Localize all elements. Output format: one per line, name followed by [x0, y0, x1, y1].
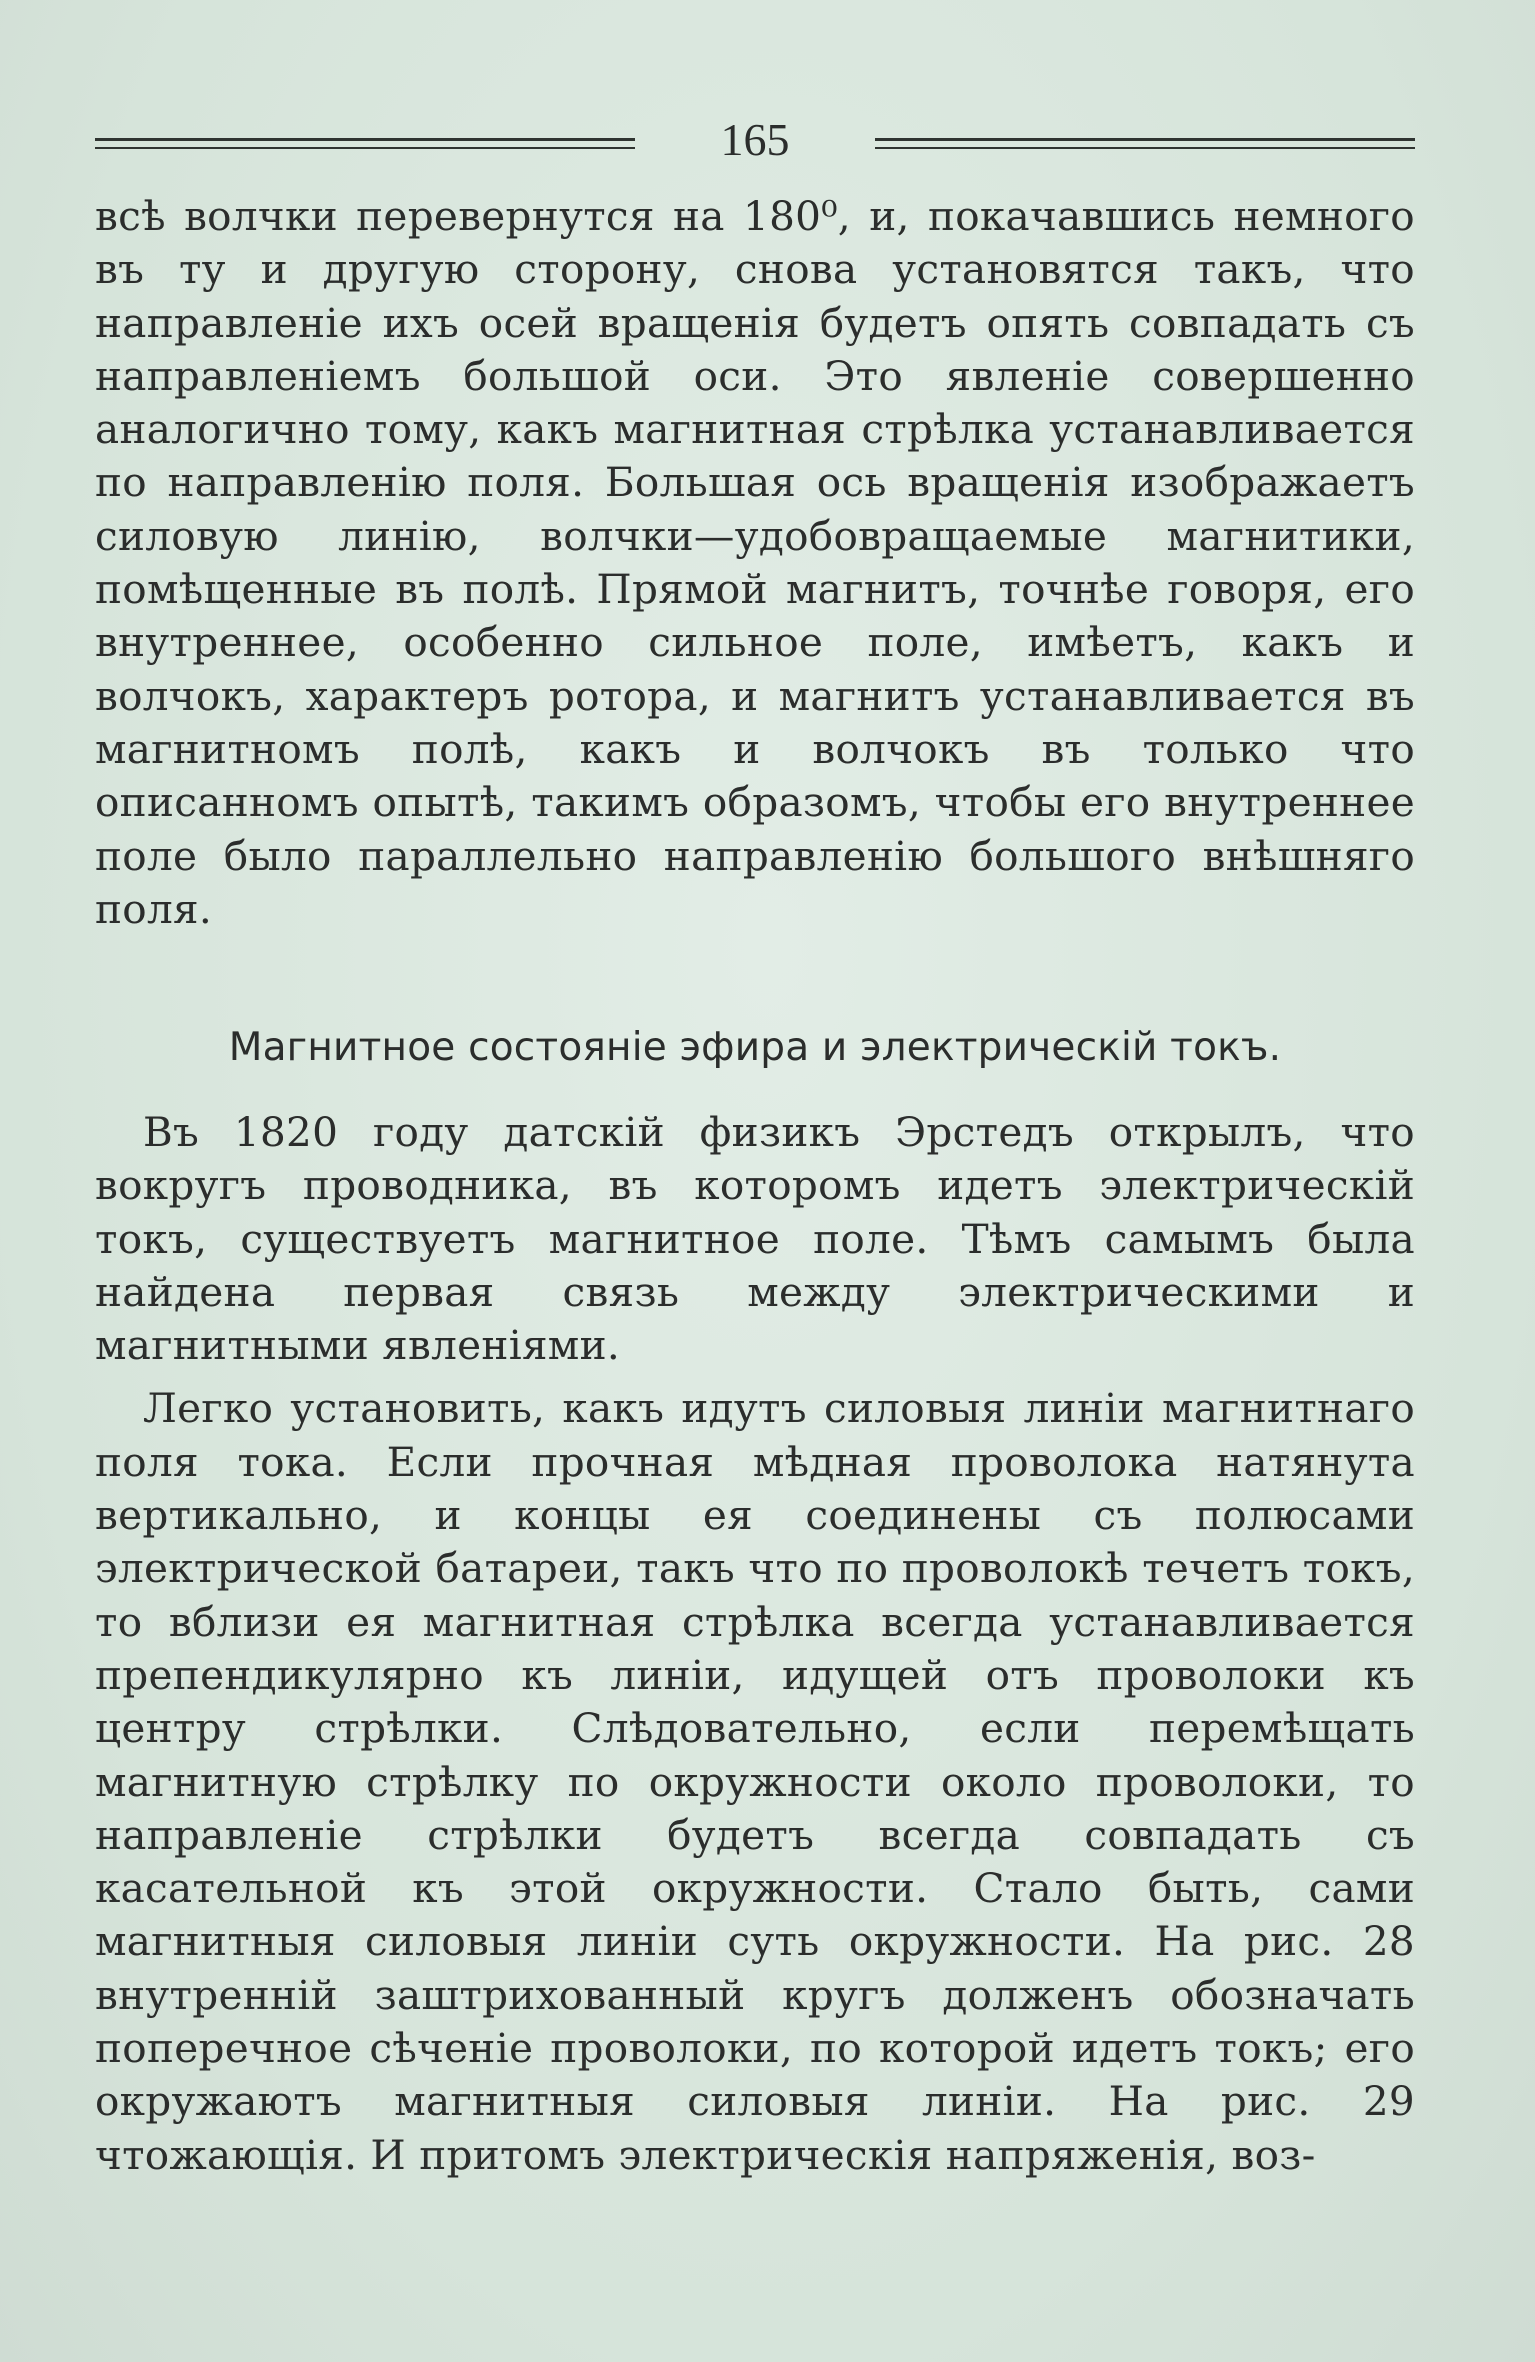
header-rule-right [875, 138, 1415, 152]
page-header [95, 110, 1415, 170]
paragraph: Въ 1820 году датскій физикъ Эрстедъ открылъ, что вокругъ проводника, въ которомъ идетъ электрическій токъ, существуетъ магнитное поле. Тѣмъ самымъ была найдена первая связь между электрическими и магнитными явленіями. [95, 1108, 1415, 1370]
section-text-block [95, 1106, 1415, 2182]
paragraph: всѣ волчки перевернутся на 180⁰, и, покачавшись немного въ ту и другую сторону, снова установятся такъ, что направленіе ихъ осей вращенія будетъ опять совпадать съ направленіемъ большой оси. Это явленіе совершенно аналогично тому, какъ магнитная стрѣлка устанавливается по направленію поля. Большая ось вращенія изображаетъ силовую линію, волчки—удобовращаемые магнитики, помѣщенные въ полѣ. Прямой магнитъ, точнѣе говоря, его внутреннее, особенно сильное поле, имѣетъ, какъ и волчокъ, характеръ ротора, и магнитъ устанавливается въ магнитномъ полѣ, какъ и волчокъ въ только что описанномъ опытѣ, такимъ образомъ, чтобы его внутреннее поле было параллельно направленію большого внѣшняго поля. [95, 192, 1415, 933]
paragraph: Легко установить, какъ идутъ силовыя линіи магнитнаго поля тока. Если прочная мѣдная проволока натянута вертикально, и концы ея соединены съ полюсами электрической батареи, такъ что по проволокѣ течетъ токъ, то вблизи ея магнитная стрѣлка всегда устанавливается препендикулярно къ линіи, идущей отъ проволоки къ центру стрѣлки. Слѣдовательно, если перемѣщать магнитную стрѣлку по окружности около проволоки, то направленіе стрѣлки будетъ всегда совпадать съ касательной къ этой окружности. Стало быть, сами магнитныя силовыя линіи суть окружности. На рис. 28 внутренній заштрихованный кругъ долженъ обозначать поперечное сѣченіе проволоки, по которой идетъ токъ; его окружаютъ магнитныя силовыя линіи. На рис. 29 чтожающія. И притомъ электрическія напряженія, воз- [95, 1384, 1415, 2179]
continued-text-block [95, 190, 1415, 936]
section-heading: Магнитное состояніе эфира и электрическій токъ. [228, 1025, 1282, 1070]
page-number: 165 [720, 114, 790, 165]
